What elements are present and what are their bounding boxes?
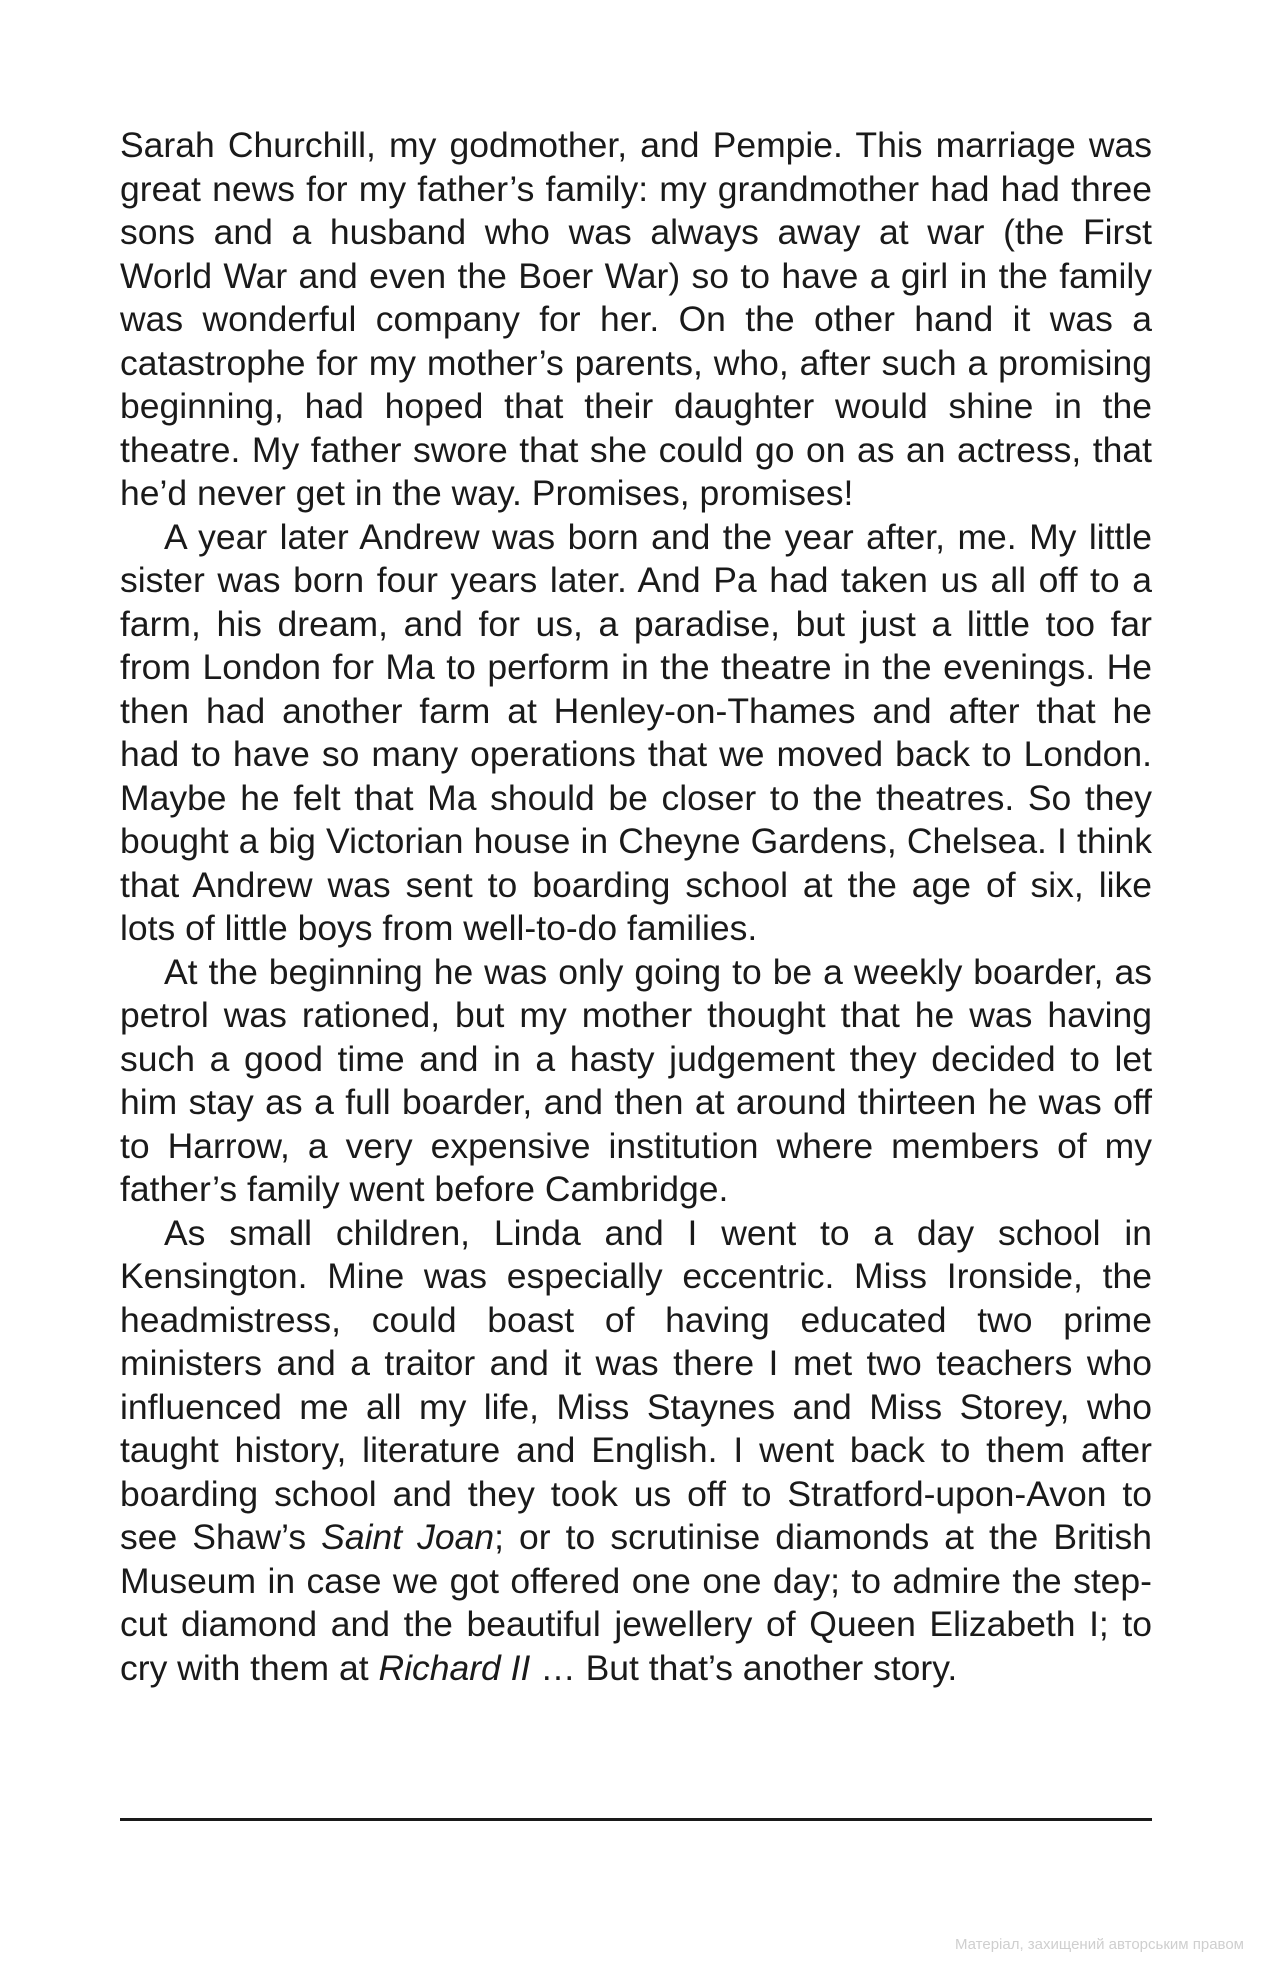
paragraph-4-text-c: … But that’s another story. (530, 1647, 958, 1688)
paragraph-1 (120, 124, 1152, 516)
paragraph-4-text-b: ; or to scrutinise diamonds at the British Museum in case we got offered one one day; to admire the step-cut diamond and the beautiful jewellery of Queen Elizabeth I; to cry with them at (120, 1517, 1152, 1688)
paragraph-4-text-a: As small children, Linda and I went to a day school in Kensington. Mine was especially eccentric. Miss Ironside, the headmistress, could boast of having educated two prime ministers and a traitor and it was there I met two teachers who influenced me all my life, Miss Staynes and Miss Storey, who taught history, literature and English. I went back to them after boarding school and they took us off to Stratford-upon-Avon to see Shaw’s (120, 1212, 1152, 1557)
page-body (120, 124, 1152, 1690)
paragraph-2-text: A year later Andrew was born and the year after, me. My little sister was born four years later. And Pa had taken us all off to a farm, his dream, and for us, a paradise, but just a little too far from London for Ma to perform in the theatre in the evenings. He then had another farm at Henley-on-Thames and after that he had to have so many operations that we moved back to London. Maybe he felt that Ma should be closer to the theatres. So they bought a big Victorian house in Cheyne Gardens, Chelsea. I think that Andrew was sent to boarding school at the age of six, like lots of little boys from well-to-do families. (120, 516, 1152, 948)
paragraph-3 (120, 951, 1152, 1212)
paragraph-3-text: At the beginning he was only going to be a weekly boarder, as petrol was rationed, but my mother thought that he was having such a good time and in a hasty judgement they decided to let him stay as a full boarder, and then at around thirteen he was off to Harrow, a very expensive institution where members of my father’s family went before Cambridge. (120, 951, 1152, 1209)
copyright-watermark: Матеріал, захищений авторським правом (954, 1936, 1244, 1953)
title-saint-joan: Saint Joan (321, 1517, 495, 1557)
footnote-divider (120, 1818, 1152, 1821)
paragraph-2 (120, 516, 1152, 951)
paragraph-4 (120, 1212, 1152, 1691)
paragraph-1-text: Sarah Churchill, my godmother, and Pempie. This marriage was great news for my father’s family: my grandmother had had three sons and a husband who was always away at war (the First World War and even the Boer War) so to have a girl in the family was wonderful company for her. On the other hand it was a catastrophe for my mother’s parents, who, after such a promising beginning, had hoped that their daughter would shine in the theatre. My father swore that she could go on as an actress, that he’d never get in the way. Promises, promises! (120, 125, 1152, 513)
title-richard-ii: Richard II (378, 1647, 531, 1688)
